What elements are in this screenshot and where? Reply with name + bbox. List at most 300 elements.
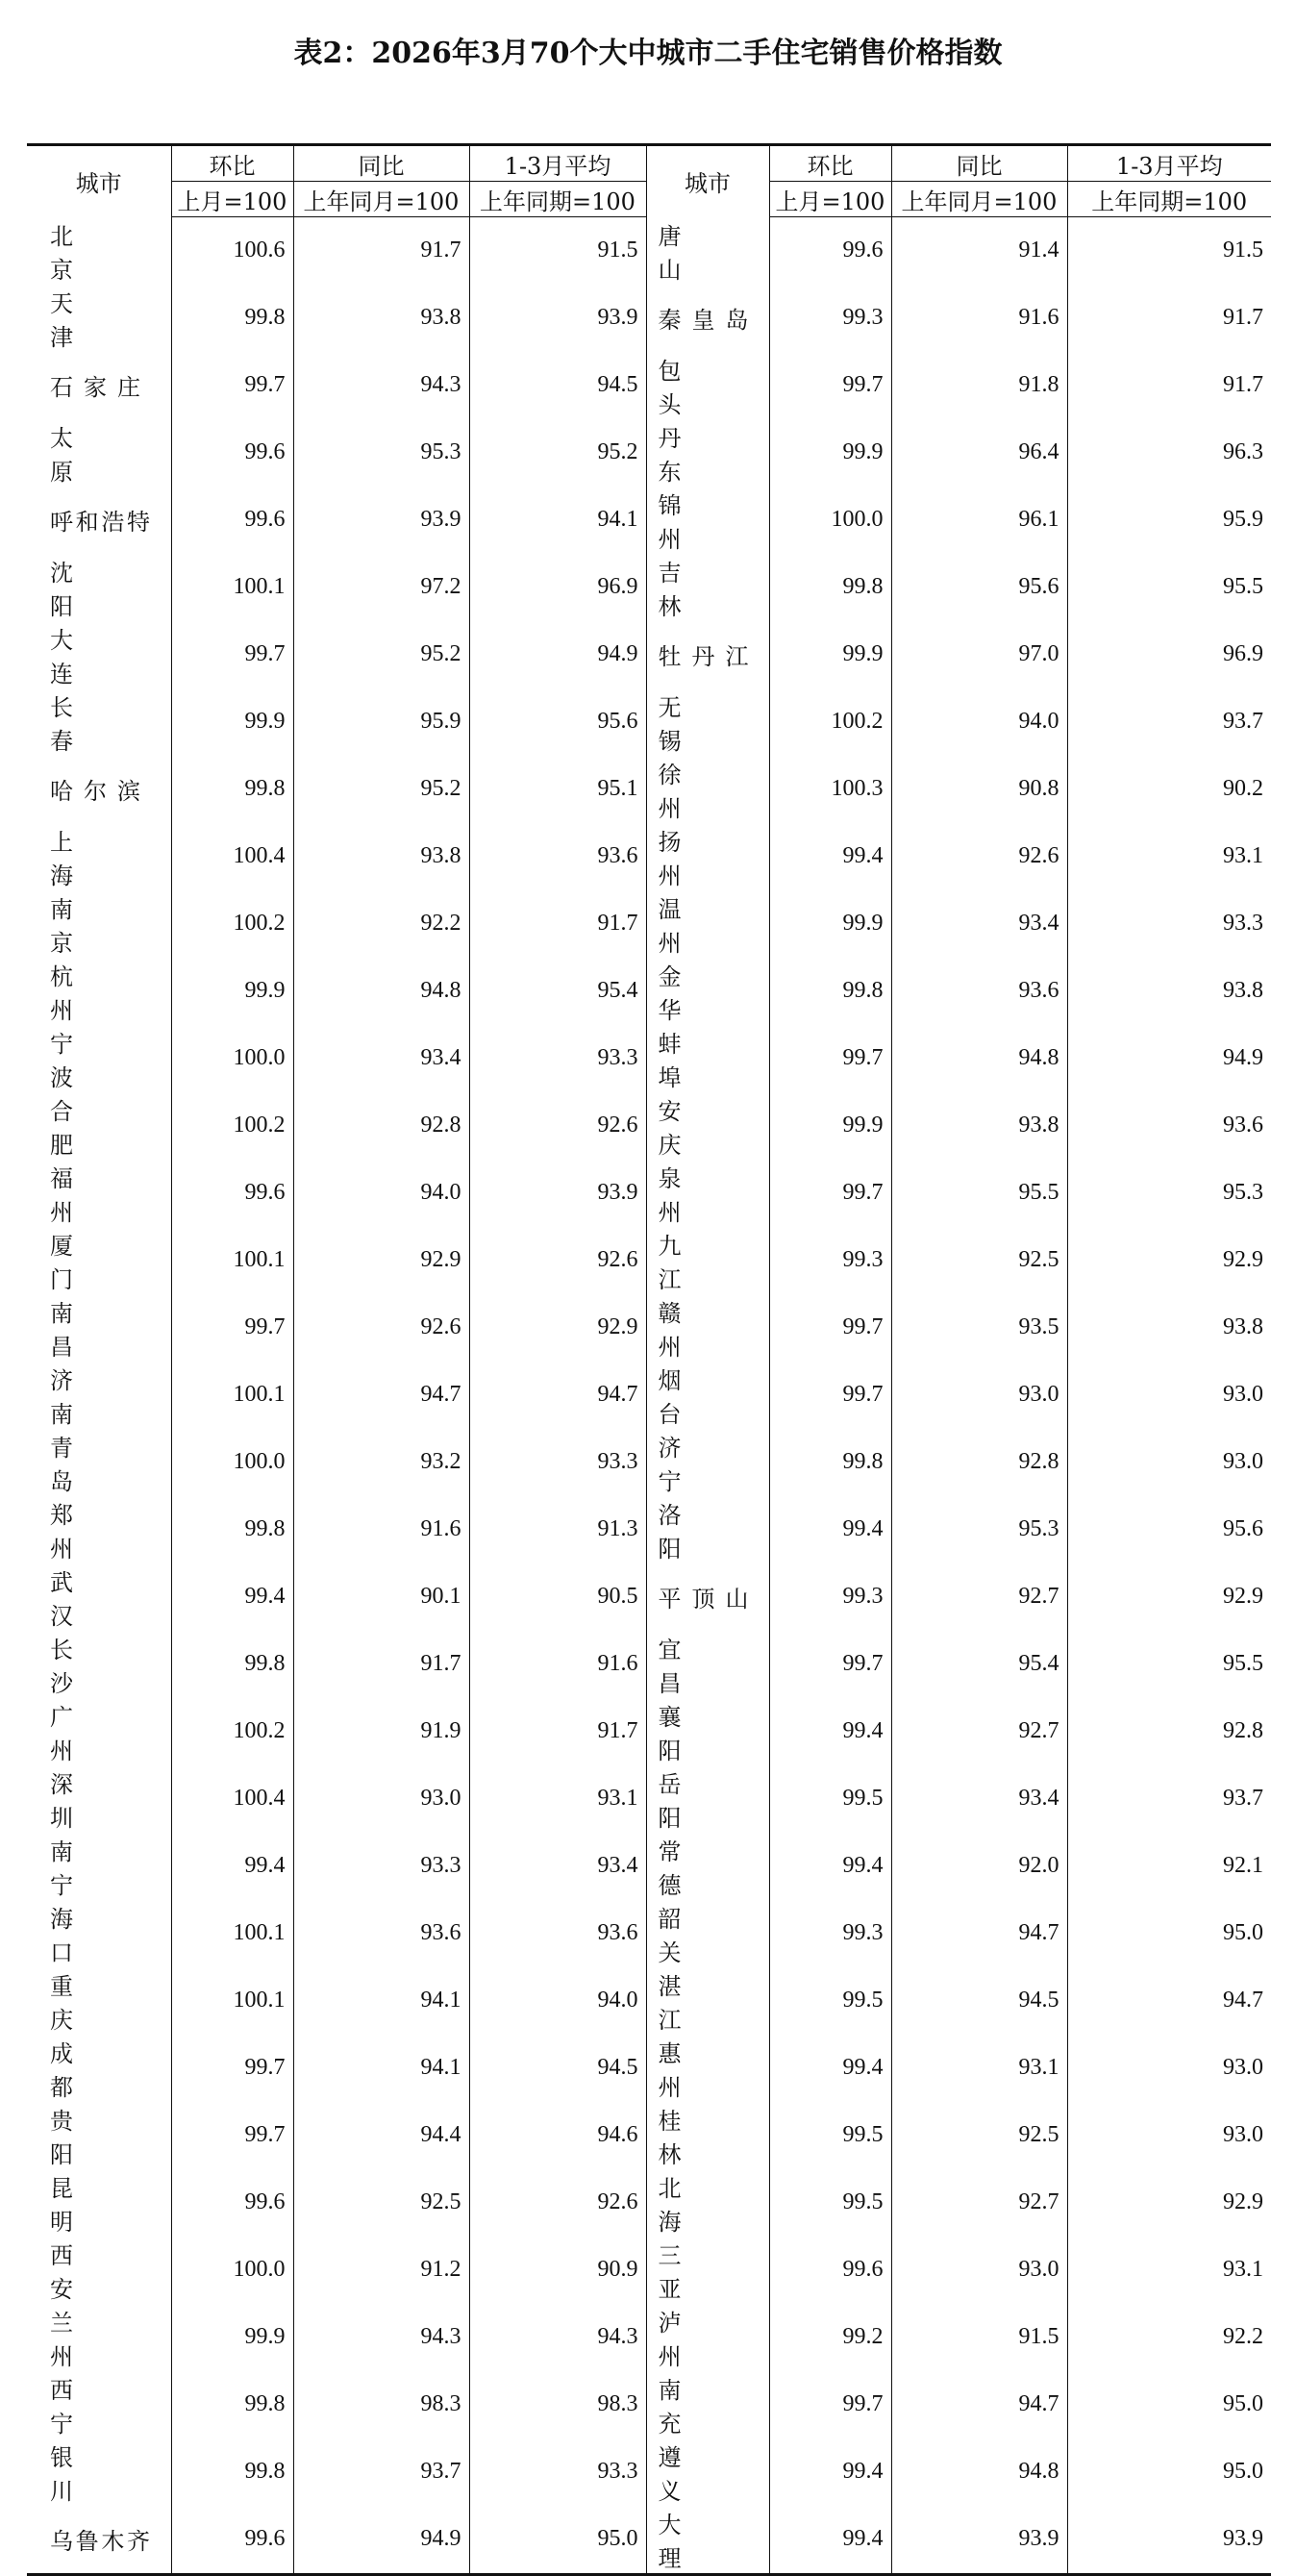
table-row xyxy=(27,2237,1271,2304)
city-label: 上 海 xyxy=(50,828,73,889)
mom-value-right: 99.3 xyxy=(769,1227,891,1294)
header-yoy-left: 同比 xyxy=(293,145,469,182)
avg-value-right: 91.7 xyxy=(1067,285,1271,352)
city-name-right xyxy=(646,756,769,823)
city-label: 北 京 xyxy=(50,222,73,284)
city-name-left xyxy=(27,2237,171,2304)
avg-value-left: 95.4 xyxy=(469,958,646,1025)
avg-value-left: 94.7 xyxy=(469,1362,646,1429)
mom-value-right: 99.5 xyxy=(769,2169,891,2237)
table-row xyxy=(27,1227,1271,1294)
avg-value-right: 92.9 xyxy=(1067,1563,1271,1631)
mom-value-left: 99.7 xyxy=(171,1294,293,1362)
city-name-left xyxy=(27,1025,171,1092)
city-label: 洛 阳 xyxy=(658,1501,682,1563)
yoy-value-left: 95.9 xyxy=(293,688,469,756)
yoy-value-right: 92.5 xyxy=(891,2102,1067,2169)
mom-value-left: 100.1 xyxy=(171,554,293,621)
yoy-value-right: 93.5 xyxy=(891,1294,1067,1362)
mom-value-right: 99.4 xyxy=(769,2438,891,2506)
yoy-value-left: 94.1 xyxy=(293,2035,469,2102)
header-mom-base-right: 上月=100 xyxy=(769,182,891,217)
avg-value-right: 91.7 xyxy=(1067,352,1271,419)
city-name-left xyxy=(27,1362,171,1429)
table-row xyxy=(27,1362,1271,1429)
city-name-right xyxy=(646,2438,769,2506)
mom-value-left: 100.0 xyxy=(171,1025,293,1092)
avg-value-left: 95.1 xyxy=(469,756,646,823)
mom-value-right: 99.4 xyxy=(769,1698,891,1765)
city-label: 济 南 xyxy=(50,1366,73,1428)
yoy-value-left: 94.4 xyxy=(293,2102,469,2169)
city-name-left xyxy=(27,823,171,890)
city-label: 蚌 埠 xyxy=(658,1030,682,1091)
table-row xyxy=(27,285,1271,352)
mom-value-right: 99.4 xyxy=(769,1496,891,1563)
table-row xyxy=(27,890,1271,958)
mom-value-right: 100.0 xyxy=(769,487,891,554)
city-name-right xyxy=(646,2237,769,2304)
city-name-right xyxy=(646,554,769,621)
yoy-value-right: 92.6 xyxy=(891,823,1067,890)
yoy-value-right: 93.4 xyxy=(891,890,1067,958)
mom-value-right: 99.7 xyxy=(769,1025,891,1092)
avg-value-right: 93.0 xyxy=(1067,2035,1271,2102)
table-row xyxy=(27,2438,1271,2506)
city-label: 秦皇岛 xyxy=(658,307,759,334)
avg-value-right: 91.5 xyxy=(1067,217,1271,285)
city-label: 南 昌 xyxy=(50,1299,73,1361)
mom-value-left: 99.7 xyxy=(171,2102,293,2169)
mom-value-right: 99.3 xyxy=(769,285,891,352)
yoy-value-left: 95.2 xyxy=(293,621,469,688)
city-label: 烟 台 xyxy=(658,1366,682,1428)
table-row xyxy=(27,1025,1271,1092)
city-name-left xyxy=(27,2304,171,2371)
table-row xyxy=(27,1496,1271,1563)
mom-value-right: 99.8 xyxy=(769,958,891,1025)
mom-value-right: 100.3 xyxy=(769,756,891,823)
city-name-right xyxy=(646,1563,769,1631)
city-label: 西 宁 xyxy=(50,2376,73,2438)
table-row xyxy=(27,2506,1271,2575)
mom-value-right: 99.7 xyxy=(769,352,891,419)
city-name-right xyxy=(646,2371,769,2438)
city-label: 牡丹江 xyxy=(658,643,759,670)
mom-value-left: 100.2 xyxy=(171,1698,293,1765)
yoy-value-right: 91.4 xyxy=(891,217,1067,285)
avg-value-right: 96.3 xyxy=(1067,419,1271,487)
yoy-value-left: 92.8 xyxy=(293,1092,469,1160)
avg-value-left: 90.9 xyxy=(469,2237,646,2304)
yoy-value-right: 94.8 xyxy=(891,2438,1067,2506)
city-name-left xyxy=(27,1698,171,1765)
yoy-value-right: 93.0 xyxy=(891,2237,1067,2304)
city-label: 厦 门 xyxy=(50,1232,73,1293)
city-label: 襄 阳 xyxy=(658,1703,682,1764)
city-name-right xyxy=(646,2102,769,2169)
table-body xyxy=(27,217,1271,2575)
city-label: 乌鲁木齐 xyxy=(50,2528,150,2555)
mom-value-left: 99.8 xyxy=(171,2371,293,2438)
avg-value-left: 94.9 xyxy=(469,621,646,688)
city-name-left xyxy=(27,756,171,823)
yoy-value-right: 95.5 xyxy=(891,1160,1067,1227)
avg-value-left: 94.5 xyxy=(469,2035,646,2102)
mom-value-right: 99.9 xyxy=(769,419,891,487)
city-label: 大 连 xyxy=(50,626,73,688)
yoy-value-left: 92.2 xyxy=(293,890,469,958)
avg-value-left: 93.6 xyxy=(469,1900,646,1967)
mom-value-right: 99.6 xyxy=(769,217,891,285)
city-name-right xyxy=(646,1765,769,1833)
mom-value-left: 100.4 xyxy=(171,1765,293,1833)
avg-value-left: 94.6 xyxy=(469,2102,646,2169)
table-row xyxy=(27,1833,1271,1900)
yoy-value-left: 92.6 xyxy=(293,1294,469,1362)
avg-value-left: 93.1 xyxy=(469,1765,646,1833)
avg-value-right: 93.1 xyxy=(1067,2237,1271,2304)
city-label: 沈 阳 xyxy=(50,559,73,620)
avg-value-left: 91.6 xyxy=(469,1631,646,1698)
city-name-left xyxy=(27,890,171,958)
yoy-value-left: 91.7 xyxy=(293,1631,469,1698)
city-label: 兰 州 xyxy=(50,2309,73,2370)
yoy-value-right: 93.8 xyxy=(891,1092,1067,1160)
mom-value-left: 99.8 xyxy=(171,2438,293,2506)
city-label: 银 川 xyxy=(50,2443,73,2505)
avg-value-left: 93.6 xyxy=(469,823,646,890)
header-city-left: 城市 xyxy=(75,170,122,198)
avg-value-right: 92.9 xyxy=(1067,2169,1271,2237)
mom-value-left: 99.8 xyxy=(171,285,293,352)
yoy-value-right: 92.8 xyxy=(891,1429,1067,1496)
avg-value-right: 92.8 xyxy=(1067,1698,1271,1765)
yoy-value-left: 92.5 xyxy=(293,2169,469,2237)
yoy-value-right: 93.6 xyxy=(891,958,1067,1025)
mom-value-left: 100.2 xyxy=(171,890,293,958)
avg-value-right: 92.1 xyxy=(1067,1833,1271,1900)
avg-value-right: 92.9 xyxy=(1067,1227,1271,1294)
city-label: 呼和浩特 xyxy=(50,509,150,536)
city-name-right xyxy=(646,1227,769,1294)
avg-value-left: 94.1 xyxy=(469,487,646,554)
city-name-right xyxy=(646,958,769,1025)
city-name-right xyxy=(646,217,769,285)
city-name-right xyxy=(646,419,769,487)
table-row xyxy=(27,756,1271,823)
city-label: 南 充 xyxy=(658,2376,682,2438)
yoy-value-right: 93.4 xyxy=(891,1765,1067,1833)
city-label: 唐 山 xyxy=(658,222,682,284)
yoy-value-left: 98.3 xyxy=(293,2371,469,2438)
table-row xyxy=(27,1092,1271,1160)
city-name-left xyxy=(27,1631,171,1698)
city-name-right xyxy=(646,1631,769,1698)
city-name-left xyxy=(27,1429,171,1496)
yoy-value-left: 92.9 xyxy=(293,1227,469,1294)
yoy-value-right: 93.0 xyxy=(891,1362,1067,1429)
yoy-value-right: 95.4 xyxy=(891,1631,1067,1698)
mom-value-left: 99.6 xyxy=(171,1160,293,1227)
city-name-left xyxy=(27,1833,171,1900)
city-label: 大 理 xyxy=(658,2511,682,2572)
mom-value-right: 99.3 xyxy=(769,1563,891,1631)
yoy-value-left: 94.3 xyxy=(293,2304,469,2371)
yoy-value-left: 91.7 xyxy=(293,217,469,285)
avg-value-left: 91.3 xyxy=(469,1496,646,1563)
city-label: 宜 昌 xyxy=(658,1636,682,1697)
avg-value-left: 93.3 xyxy=(469,2438,646,2506)
mom-value-right: 99.4 xyxy=(769,2035,891,2102)
avg-value-left: 90.5 xyxy=(469,1563,646,1631)
avg-value-left: 92.6 xyxy=(469,1092,646,1160)
city-label: 深 圳 xyxy=(50,1770,73,1832)
yoy-value-left: 93.4 xyxy=(293,1025,469,1092)
table-row xyxy=(27,2304,1271,2371)
avg-value-right: 93.0 xyxy=(1067,1362,1271,1429)
city-label: 常 德 xyxy=(658,1838,682,1899)
table-row xyxy=(27,1563,1271,1631)
table-row xyxy=(27,352,1271,419)
city-name-left xyxy=(27,2371,171,2438)
table-row xyxy=(27,1294,1271,1362)
city-name-left xyxy=(27,1563,171,1631)
avg-value-right: 95.3 xyxy=(1067,1160,1271,1227)
mom-value-left: 99.6 xyxy=(171,419,293,487)
yoy-value-left: 94.3 xyxy=(293,352,469,419)
city-name-right xyxy=(646,1092,769,1160)
table-row xyxy=(27,1900,1271,1967)
city-name-left xyxy=(27,621,171,688)
header-avg-left: 1-3月平均 xyxy=(469,145,646,182)
city-label: 泉 州 xyxy=(658,1164,682,1226)
mom-value-left: 100.2 xyxy=(171,1092,293,1160)
city-label: 哈尔滨 xyxy=(50,778,150,805)
avg-value-left: 94.5 xyxy=(469,352,646,419)
yoy-value-right: 92.7 xyxy=(891,1563,1067,1631)
city-name-left xyxy=(27,1160,171,1227)
city-name-left xyxy=(27,1967,171,2035)
city-label: 宁 波 xyxy=(50,1030,73,1091)
city-name-left xyxy=(27,958,171,1025)
avg-value-right: 93.8 xyxy=(1067,1294,1271,1362)
avg-value-right: 94.9 xyxy=(1067,1025,1271,1092)
city-name-left xyxy=(27,419,171,487)
avg-value-right: 93.0 xyxy=(1067,2102,1271,2169)
avg-value-right: 93.1 xyxy=(1067,823,1271,890)
city-name-right xyxy=(646,1160,769,1227)
yoy-value-left: 95.3 xyxy=(293,419,469,487)
yoy-value-left: 94.7 xyxy=(293,1362,469,1429)
city-label: 安 庆 xyxy=(658,1097,682,1159)
city-name-right xyxy=(646,890,769,958)
header-avg-base-right: 上年同期=100 xyxy=(1067,182,1271,217)
table-row xyxy=(27,1429,1271,1496)
city-name-right xyxy=(646,1900,769,1967)
mom-value-right: 99.3 xyxy=(769,1900,891,1967)
city-name-left xyxy=(27,2438,171,2506)
yoy-value-left: 94.1 xyxy=(293,1967,469,2035)
city-label: 惠 州 xyxy=(658,2039,682,2101)
city-name-left xyxy=(27,2169,171,2237)
avg-value-right: 93.3 xyxy=(1067,890,1271,958)
table-row xyxy=(27,2035,1271,2102)
table-row xyxy=(27,487,1271,554)
yoy-value-right: 97.0 xyxy=(891,621,1067,688)
city-label: 桂 林 xyxy=(658,2107,682,2168)
header-mom-left: 环比 xyxy=(171,145,293,182)
avg-value-right: 95.0 xyxy=(1067,1900,1271,1967)
yoy-value-right: 95.6 xyxy=(891,554,1067,621)
mom-value-right: 99.9 xyxy=(769,621,891,688)
table-row xyxy=(27,823,1271,890)
city-name-left xyxy=(27,2102,171,2169)
city-label: 丹 东 xyxy=(658,424,682,486)
avg-value-left: 95.0 xyxy=(469,2506,646,2575)
mom-value-left: 100.4 xyxy=(171,823,293,890)
city-label: 太 原 xyxy=(50,424,73,486)
yoy-value-left: 93.8 xyxy=(293,823,469,890)
avg-value-right: 95.6 xyxy=(1067,1496,1271,1563)
city-label: 重 庆 xyxy=(50,1972,73,2034)
avg-value-right: 90.2 xyxy=(1067,756,1271,823)
mom-value-right: 100.2 xyxy=(769,688,891,756)
city-label: 平顶山 xyxy=(658,1586,759,1613)
table-row xyxy=(27,1698,1271,1765)
mom-value-left: 99.9 xyxy=(171,958,293,1025)
city-name-right xyxy=(646,352,769,419)
table-row xyxy=(27,2102,1271,2169)
city-label: 南 宁 xyxy=(50,1838,73,1899)
city-label: 遵 义 xyxy=(658,2443,682,2505)
city-name-right xyxy=(646,1967,769,2035)
mom-value-right: 99.7 xyxy=(769,2371,891,2438)
city-label: 包 头 xyxy=(658,357,682,418)
avg-value-left: 93.3 xyxy=(469,1429,646,1496)
city-name-right xyxy=(646,2304,769,2371)
city-name-left xyxy=(27,285,171,352)
avg-value-right: 95.5 xyxy=(1067,1631,1271,1698)
mom-value-right: 99.7 xyxy=(769,1362,891,1429)
city-label: 徐 州 xyxy=(658,761,682,822)
avg-value-right: 95.9 xyxy=(1067,487,1271,554)
city-label: 金 华 xyxy=(658,963,682,1024)
city-name-left xyxy=(27,554,171,621)
yoy-value-left: 97.2 xyxy=(293,554,469,621)
city-label: 南 京 xyxy=(50,895,73,957)
header-mom-base-left: 上月=100 xyxy=(171,182,293,217)
mom-value-right: 99.9 xyxy=(769,1092,891,1160)
price-index-table xyxy=(27,143,1271,2576)
yoy-value-left: 93.2 xyxy=(293,1429,469,1496)
table-row xyxy=(27,1631,1271,1698)
yoy-value-right: 94.8 xyxy=(891,1025,1067,1092)
city-label: 岳 阳 xyxy=(658,1770,682,1832)
city-name-left xyxy=(27,1092,171,1160)
table-row xyxy=(27,958,1271,1025)
city-name-right xyxy=(646,1496,769,1563)
mom-value-left: 100.0 xyxy=(171,2237,293,2304)
avg-value-right: 93.7 xyxy=(1067,1765,1271,1833)
table-title: 表2：2026年3月70个大中城市二手住宅销售价格指数 xyxy=(293,37,1003,70)
mom-value-left: 100.6 xyxy=(171,217,293,285)
yoy-value-right: 94.7 xyxy=(891,2371,1067,2438)
avg-value-left: 92.6 xyxy=(469,2169,646,2237)
avg-value-left: 93.4 xyxy=(469,1833,646,1900)
yoy-value-left: 90.1 xyxy=(293,1563,469,1631)
yoy-value-right: 96.4 xyxy=(891,419,1067,487)
city-name-right xyxy=(646,285,769,352)
header-city-right: 城市 xyxy=(646,145,769,217)
mom-value-left: 99.8 xyxy=(171,756,293,823)
avg-value-right: 93.8 xyxy=(1067,958,1271,1025)
mom-value-left: 99.8 xyxy=(171,1631,293,1698)
city-name-right xyxy=(646,1833,769,1900)
city-name-right xyxy=(646,1698,769,1765)
avg-value-right: 94.7 xyxy=(1067,1967,1271,2035)
city-name-right xyxy=(646,1362,769,1429)
avg-value-left: 91.7 xyxy=(469,1698,646,1765)
yoy-value-right: 91.8 xyxy=(891,352,1067,419)
avg-value-left: 95.2 xyxy=(469,419,646,487)
table-row xyxy=(27,688,1271,756)
city-label: 昆 明 xyxy=(50,2174,73,2236)
city-label: 温 州 xyxy=(658,895,682,957)
city-name-right xyxy=(646,823,769,890)
mom-value-left: 99.6 xyxy=(171,2169,293,2237)
yoy-value-right: 96.1 xyxy=(891,487,1067,554)
city-name-left xyxy=(27,487,171,554)
yoy-value-left: 94.8 xyxy=(293,958,469,1025)
city-label: 赣 州 xyxy=(658,1299,682,1361)
mom-value-left: 99.7 xyxy=(171,2035,293,2102)
mom-value-left: 99.4 xyxy=(171,1563,293,1631)
yoy-value-left: 95.2 xyxy=(293,756,469,823)
mom-value-right: 99.5 xyxy=(769,1765,891,1833)
city-name-left xyxy=(27,2506,171,2575)
yoy-value-left: 93.8 xyxy=(293,285,469,352)
avg-value-left: 92.6 xyxy=(469,1227,646,1294)
city-label: 长 春 xyxy=(50,693,73,755)
avg-value-left: 93.9 xyxy=(469,1160,646,1227)
mom-value-left: 100.1 xyxy=(171,1900,293,1967)
city-label: 吉 林 xyxy=(658,559,682,620)
city-label: 无 锡 xyxy=(658,693,682,755)
city-name-left xyxy=(27,1496,171,1563)
table-row xyxy=(27,1967,1271,2035)
yoy-value-right: 92.5 xyxy=(891,1227,1067,1294)
avg-value-right: 95.0 xyxy=(1067,2438,1271,2506)
avg-value-right: 93.6 xyxy=(1067,1092,1271,1160)
avg-value-right: 93.9 xyxy=(1067,2506,1271,2575)
city-name-left xyxy=(27,688,171,756)
avg-value-right: 93.0 xyxy=(1067,1429,1271,1496)
city-label: 湛 江 xyxy=(658,1972,682,2034)
yoy-value-right: 94.0 xyxy=(891,688,1067,756)
city-name-left xyxy=(27,1900,171,1967)
yoy-value-right: 94.5 xyxy=(891,1967,1067,2035)
avg-value-right: 93.7 xyxy=(1067,688,1271,756)
mom-value-left: 99.9 xyxy=(171,2304,293,2371)
avg-value-left: 92.9 xyxy=(469,1294,646,1362)
table-row xyxy=(27,419,1271,487)
yoy-value-left: 93.0 xyxy=(293,1765,469,1833)
city-name-left xyxy=(27,1227,171,1294)
city-label: 福 州 xyxy=(50,1164,73,1226)
mom-value-right: 99.5 xyxy=(769,1967,891,2035)
avg-value-left: 93.9 xyxy=(469,285,646,352)
